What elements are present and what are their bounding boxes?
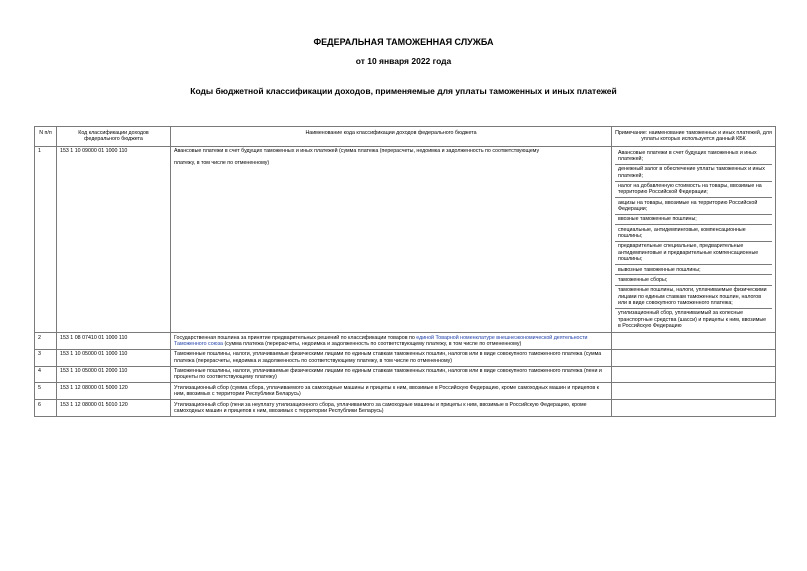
note-item: утилизационный сбор, уплачиваемый за колесные транспортные средства (шасси) и прицепы к ним, ввозимые в Российскую Федерацию [618, 310, 767, 329]
row-code: 153 1 12 08000 01 5000 120 [57, 383, 171, 400]
note-item: предварительные специальные, предварительные антидемпинговые и предварительные компенсационные пошлины; [615, 242, 772, 265]
note-item: акцизы на товары, ввозимые на территорию Российской Федерации; [615, 198, 772, 215]
table-row [35, 333, 776, 350]
row-note [612, 349, 776, 366]
row-code: 153 1 10 05000 01 2000 110 [57, 366, 171, 383]
row-note [612, 400, 776, 417]
row-name: Таможенные пошлины, налоги, уплачиваемые физическими лицами по единым ставкам таможенных пошлин, налогов или в виде совокупного таможенного платежа (сумма платежа (перерасчеты, недоимка и задолженность по соответствующему платежу, в том числе по отмененному) [171, 349, 612, 366]
row-notes [612, 146, 776, 333]
organization-heading: ФЕДЕРАЛЬНАЯ ТАМОЖЕННАЯ СЛУЖБА [313, 37, 494, 47]
row-number: 2 [35, 333, 57, 350]
row-name [171, 146, 612, 333]
row-name-part: (сумма платежа (перерасчеты, недоимка и задолженность по соответствующему платежу, в том числе по отмененному) [223, 341, 522, 348]
row-note [612, 366, 776, 383]
row-number: 3 [35, 349, 57, 366]
row-name-part: платежу, в том числе по отмененному) [174, 159, 270, 166]
column-header-name: Наименование кода классификации доходов федерального бюджета [171, 127, 612, 147]
row-code: 153 1 10 05000 01 1000 110 [57, 349, 171, 366]
note-item: денежный залог в обеспечение уплаты таможенных и иных платежей; [615, 165, 772, 182]
note-item: ввозные таможенные пошлины; [615, 215, 772, 225]
table-row [35, 146, 776, 333]
note-item: налог на добавленную стоимость на товары, ввозимые на территорию Российской Федерации; [615, 182, 772, 199]
tnved-link[interactable]: единой Товарной номенклатуре внешнеэкономической деятельности Таможенного союза [174, 334, 588, 348]
table-row [35, 366, 776, 383]
row-number: 6 [35, 400, 57, 417]
row-name: Утилизационный сбор (пени за неуплату утилизационного сбора, уплачиваемого за самоходные машины и прицепы к ним, ввозимые в Российскую Федерацию, кроме самоходных машин и прицепов к ним, ввозимых с территории Республики Беларусь) [171, 400, 612, 417]
table-row [35, 400, 776, 417]
table-row [35, 349, 776, 366]
table-row [35, 383, 776, 400]
row-name: Утилизационный сбор (сумма сбора, уплачиваемого за самоходные машины и прицепы к ним, ввозимые в Российскую Федерацию, кроме самоходных машин и прицепов к ним, ввозимых с территории Республики Беларусь) [171, 383, 612, 400]
row-number: 5 [35, 383, 57, 400]
document-date: от 10 января 2022 года [355, 56, 452, 66]
row-number: 1 [35, 146, 57, 333]
row-code: 153 1 08 07410 01 1000 110 [57, 333, 171, 350]
document-title: Коды бюджетной классификации доходов, применяемые для уплаты таможенных и иных платежей [190, 86, 617, 96]
row-name [171, 333, 612, 350]
note-item: таможенные пошлины, налоги, уплачиваемые физическими лицами по единым ставкам таможенных пошлин, налогов или в виде совокупного таможенного платежа; [615, 286, 772, 309]
kbk-table [34, 126, 776, 417]
note-item: специальные, антидемпинговые, компенсационные пошлины; [615, 225, 772, 242]
column-header-number: N п/п [35, 127, 57, 147]
column-header-code: Код классификации доходов федерального бюджета [57, 127, 171, 147]
note-item: вывозные таможенные пошлины; [615, 265, 772, 275]
row-code: 153 1 10 09000 01 1000 110 [57, 146, 171, 333]
row-name-part: Авансовые платежи в счет будущих таможенных и иных платежей (сумма платежа (перерасчеты, недоимка и задолженность по соответствующему [174, 148, 540, 155]
row-note [612, 333, 776, 350]
row-name: Таможенные пошлины, налоги, уплачиваемые физическими лицами по единым ставкам таможенных пошлин, налогов или в виде совокупного таможенного платежа (пени и проценты по соответствующему платежу) [171, 366, 612, 383]
note-item: таможенные сборы; [615, 275, 772, 285]
row-name-part: Государственная пошлина за принятие предварительных решений по классификации товаров по [174, 334, 417, 341]
note-item: Авансовые платежи в счет будущих таможенных и иных платежей; [615, 148, 772, 165]
row-code: 153 1 12 08000 01 5010 120 [57, 400, 171, 417]
row-note [612, 383, 776, 400]
row-number: 4 [35, 366, 57, 383]
column-header-note: Примечание: наименование таможенных и иных платежей, для уплаты которых используется данный КБК [612, 127, 776, 147]
table-header-row [35, 127, 776, 147]
